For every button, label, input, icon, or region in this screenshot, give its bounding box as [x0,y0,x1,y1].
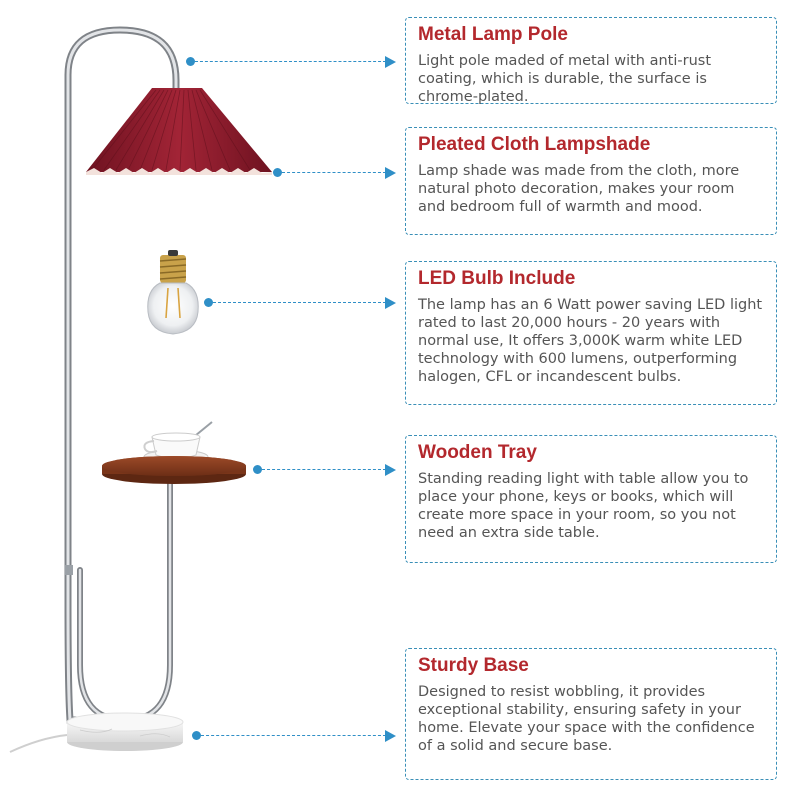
connector-led-bulb [204,298,396,308]
feature-description: Designed to resist wobbling, it provides exceptional stability, ensuring safety in your home. Elevate your space with the confidence of a solid and secure base. [418,684,755,754]
feature-title: Pleated Cloth Lampshade [418,134,651,155]
connector-lampshade [273,168,396,178]
marble-base [10,713,183,752]
feature-metal-lamp-pole [405,17,777,104]
led-bulb-icon [148,250,199,334]
feature-description: Light pole maded of metal with anti-rust coating, which is durable, the surface is chrome-plated. [418,53,712,105]
feature-title: Sturdy Base [418,655,529,676]
feature-title: Metal Lamp Pole [418,24,568,45]
connector-sturdy-base [192,731,396,741]
feature-wooden-tray [405,435,777,563]
feature-sturdy-base [405,648,777,780]
wooden-tray [102,456,246,484]
connector-metal-pole [186,57,396,67]
feature-led-bulb-include [405,261,777,405]
feature-title: Wooden Tray [418,442,537,463]
feature-description: Lamp shade was made from the cloth, more natural photo decoration, makes your room and bedroom full of warmth and mood. [418,163,740,215]
connector-wooden-tray [253,465,396,475]
feature-description: The lamp has an 6 Watt power saving LED light rated to last 20,000 hours - 20 years with normal use, It offers 3,000K warm white LED technology with 600 lumens, outperforming halogen, CFL or incandescent bulbs. [418,297,763,385]
feature-title: LED Bulb Include [418,268,576,289]
feature-pleated-cloth-lampshade [405,127,777,235]
pleated-lampshade [86,88,272,175]
feature-description: Standing reading light with table allow you to place your phone, keys or books, which will create more space in your room, so you not need an extra side table. [418,471,749,541]
